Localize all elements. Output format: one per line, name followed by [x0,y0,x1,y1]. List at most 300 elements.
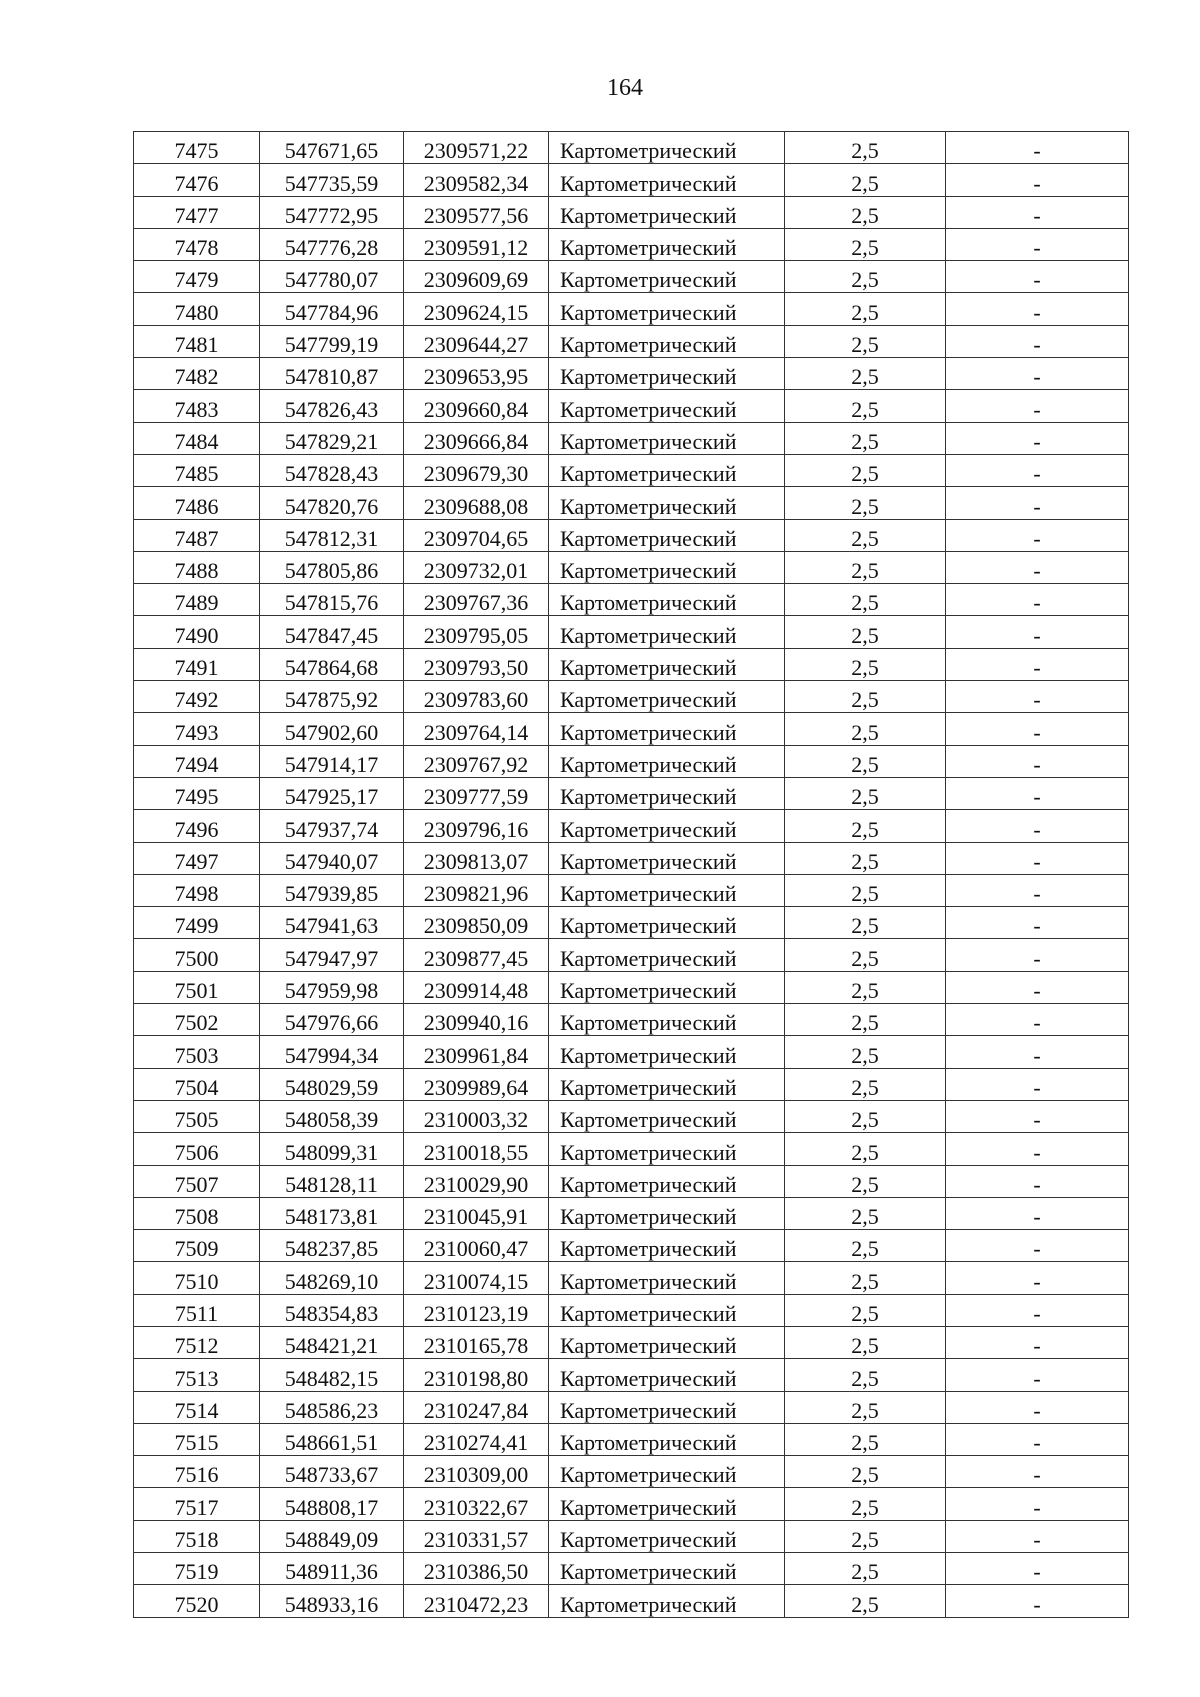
y-coordinate-cell: 2309582,34 [404,164,549,196]
table-row [134,616,1129,648]
accuracy-cell: 2,5 [785,648,946,680]
table-row [134,1294,1129,1326]
point-number-cell: 7492 [134,681,260,713]
accuracy-cell: 2,5 [785,1488,946,1520]
description-cell: - [946,1520,1129,1552]
accuracy-cell: 2,5 [785,939,946,971]
accuracy-cell: 2,5 [785,325,946,357]
description-cell: - [946,810,1129,842]
description-cell: - [946,1553,1129,1585]
table-row [134,584,1129,616]
accuracy-cell: 2,5 [785,777,946,809]
accuracy-cell: 2,5 [785,874,946,906]
y-coordinate-cell: 2309783,60 [404,681,549,713]
description-cell: - [946,1197,1129,1229]
point-number-cell: 7508 [134,1197,260,1229]
accuracy-cell: 2,5 [785,454,946,486]
description-cell: - [946,1036,1129,1068]
accuracy-cell: 2,5 [785,1520,946,1552]
description-cell: - [946,842,1129,874]
method-cell: Картометрический [549,519,785,551]
point-number-cell: 7512 [134,1326,260,1358]
accuracy-cell: 2,5 [785,1553,946,1585]
description-cell: - [946,390,1129,422]
method-cell: Картометрический [549,1004,785,1036]
point-number-cell: 7500 [134,939,260,971]
point-number-cell: 7519 [134,1553,260,1585]
table-row [134,1326,1129,1358]
y-coordinate-cell: 2309989,64 [404,1068,549,1100]
x-coordinate-cell: 548661,51 [260,1423,404,1455]
y-coordinate-cell: 2309609,69 [404,261,549,293]
x-coordinate-cell: 548269,10 [260,1262,404,1294]
point-number-cell: 7510 [134,1262,260,1294]
method-cell: Картометрический [549,228,785,260]
method-cell: Картометрический [549,616,785,648]
y-coordinate-cell: 2310322,67 [404,1488,549,1520]
description-cell: - [946,939,1129,971]
table-row [134,487,1129,519]
x-coordinate-cell: 547847,45 [260,616,404,648]
method-cell: Картометрический [549,810,785,842]
description-cell: - [946,454,1129,486]
method-cell: Картометрический [549,745,785,777]
table-row [134,1553,1129,1585]
method-cell: Картометрический [549,1585,785,1617]
accuracy-cell: 2,5 [785,616,946,648]
method-cell: Картометрический [549,1359,785,1391]
method-cell: Картометрический [549,293,785,325]
description-cell: - [946,1068,1129,1100]
x-coordinate-cell: 547799,19 [260,325,404,357]
table-row [134,1456,1129,1488]
point-number-cell: 7488 [134,551,260,583]
table-row [134,1004,1129,1036]
x-coordinate-cell: 547735,59 [260,164,404,196]
coordinates-table [133,131,1129,1618]
method-cell: Картометрический [549,325,785,357]
y-coordinate-cell: 2309793,50 [404,648,549,680]
accuracy-cell: 2,5 [785,1456,946,1488]
point-number-cell: 7493 [134,713,260,745]
point-number-cell: 7476 [134,164,260,196]
x-coordinate-cell: 547828,43 [260,454,404,486]
y-coordinate-cell: 2309850,09 [404,907,549,939]
y-coordinate-cell: 2309795,05 [404,616,549,648]
method-cell: Картометрический [549,1262,785,1294]
point-number-cell: 7517 [134,1488,260,1520]
table-row [134,422,1129,454]
description-cell: - [946,1133,1129,1165]
x-coordinate-cell: 547941,63 [260,907,404,939]
table-row [134,196,1129,228]
description-cell: - [946,228,1129,260]
x-coordinate-cell: 547780,07 [260,261,404,293]
description-cell: - [946,261,1129,293]
x-coordinate-cell: 548586,23 [260,1391,404,1423]
method-cell: Картометрический [549,1553,785,1585]
point-number-cell: 7516 [134,1456,260,1488]
y-coordinate-cell: 2310274,41 [404,1423,549,1455]
point-number-cell: 7494 [134,745,260,777]
y-coordinate-cell: 2309660,84 [404,390,549,422]
table-row [134,1488,1129,1520]
method-cell: Картометрический [549,358,785,390]
point-number-cell: 7498 [134,874,260,906]
description-cell: - [946,196,1129,228]
point-number-cell: 7499 [134,907,260,939]
method-cell: Картометрический [549,1456,785,1488]
accuracy-cell: 2,5 [785,132,946,164]
x-coordinate-cell: 548849,09 [260,1520,404,1552]
accuracy-cell: 2,5 [785,358,946,390]
point-number-cell: 7479 [134,261,260,293]
point-number-cell: 7514 [134,1391,260,1423]
x-coordinate-cell: 547805,86 [260,551,404,583]
description-cell: - [946,1359,1129,1391]
accuracy-cell: 2,5 [785,971,946,1003]
x-coordinate-cell: 547940,07 [260,842,404,874]
y-coordinate-cell: 2309624,15 [404,293,549,325]
point-number-cell: 7511 [134,1294,260,1326]
y-coordinate-cell: 2309577,56 [404,196,549,228]
table-row [134,551,1129,583]
method-cell: Картометрический [549,1294,785,1326]
table-row [134,261,1129,293]
y-coordinate-cell: 2309767,92 [404,745,549,777]
y-coordinate-cell: 2309688,08 [404,487,549,519]
x-coordinate-cell: 548128,11 [260,1165,404,1197]
method-cell: Картометрический [549,1100,785,1132]
method-cell: Картометрический [549,1488,785,1520]
x-coordinate-cell: 547772,95 [260,196,404,228]
point-number-cell: 7497 [134,842,260,874]
point-number-cell: 7477 [134,196,260,228]
x-coordinate-cell: 547937,74 [260,810,404,842]
y-coordinate-cell: 2309914,48 [404,971,549,1003]
table-row [134,164,1129,196]
accuracy-cell: 2,5 [785,1100,946,1132]
table-row [134,842,1129,874]
method-cell: Картометрический [549,1068,785,1100]
point-number-cell: 7509 [134,1230,260,1262]
x-coordinate-cell: 548099,31 [260,1133,404,1165]
accuracy-cell: 2,5 [785,164,946,196]
x-coordinate-cell: 548933,16 [260,1585,404,1617]
page-number: 164 [607,75,643,101]
description-cell: - [946,422,1129,454]
point-number-cell: 7483 [134,390,260,422]
method-cell: Картометрический [549,777,785,809]
point-number-cell: 7505 [134,1100,260,1132]
point-number-cell: 7496 [134,810,260,842]
description-cell: - [946,648,1129,680]
point-number-cell: 7506 [134,1133,260,1165]
x-coordinate-cell: 548482,15 [260,1359,404,1391]
x-coordinate-cell: 547959,98 [260,971,404,1003]
y-coordinate-cell: 2309666,84 [404,422,549,454]
y-coordinate-cell: 2310309,00 [404,1456,549,1488]
description-cell: - [946,681,1129,713]
table-row [134,132,1129,164]
y-coordinate-cell: 2310331,57 [404,1520,549,1552]
method-cell: Картометрический [549,454,785,486]
x-coordinate-cell: 547914,17 [260,745,404,777]
accuracy-cell: 2,5 [785,293,946,325]
table-row [134,777,1129,809]
accuracy-cell: 2,5 [785,1068,946,1100]
y-coordinate-cell: 2310029,90 [404,1165,549,1197]
table-row [134,1230,1129,1262]
description-cell: - [946,1294,1129,1326]
x-coordinate-cell: 547947,97 [260,939,404,971]
accuracy-cell: 2,5 [785,681,946,713]
accuracy-cell: 2,5 [785,745,946,777]
table-row [134,519,1129,551]
table-row [134,745,1129,777]
table-row [134,1585,1129,1617]
table-row [134,1262,1129,1294]
point-number-cell: 7490 [134,616,260,648]
x-coordinate-cell: 548354,83 [260,1294,404,1326]
point-number-cell: 7489 [134,584,260,616]
y-coordinate-cell: 2309767,36 [404,584,549,616]
y-coordinate-cell: 2310045,91 [404,1197,549,1229]
description-cell: - [946,584,1129,616]
y-coordinate-cell: 2309877,45 [404,939,549,971]
point-number-cell: 7495 [134,777,260,809]
point-number-cell: 7502 [134,1004,260,1036]
y-coordinate-cell: 2310386,50 [404,1553,549,1585]
method-cell: Картометрический [549,422,785,454]
table-row [134,713,1129,745]
point-number-cell: 7513 [134,1359,260,1391]
x-coordinate-cell: 547925,17 [260,777,404,809]
method-cell: Картометрический [549,584,785,616]
point-number-cell: 7501 [134,971,260,1003]
description-cell: - [946,293,1129,325]
method-cell: Картометрический [549,1520,785,1552]
point-number-cell: 7480 [134,293,260,325]
point-number-cell: 7478 [134,228,260,260]
y-coordinate-cell: 2309571,22 [404,132,549,164]
description-cell: - [946,971,1129,1003]
y-coordinate-cell: 2309732,01 [404,551,549,583]
x-coordinate-cell: 548421,21 [260,1326,404,1358]
accuracy-cell: 2,5 [785,842,946,874]
description-cell: - [946,1326,1129,1358]
accuracy-cell: 2,5 [785,713,946,745]
accuracy-cell: 2,5 [785,422,946,454]
y-coordinate-cell: 2310198,80 [404,1359,549,1391]
table-row [134,390,1129,422]
accuracy-cell: 2,5 [785,1359,946,1391]
method-cell: Картометрический [549,939,785,971]
table-row [134,681,1129,713]
method-cell: Картометрический [549,132,785,164]
point-number-cell: 7504 [134,1068,260,1100]
accuracy-cell: 2,5 [785,1230,946,1262]
method-cell: Картометрический [549,164,785,196]
x-coordinate-cell: 547776,28 [260,228,404,260]
x-coordinate-cell: 547902,60 [260,713,404,745]
accuracy-cell: 2,5 [785,1165,946,1197]
description-cell: - [946,907,1129,939]
accuracy-cell: 2,5 [785,1133,946,1165]
table-row [134,325,1129,357]
table-row [134,1520,1129,1552]
x-coordinate-cell: 547829,21 [260,422,404,454]
table-row [134,293,1129,325]
description-cell: - [946,1262,1129,1294]
accuracy-cell: 2,5 [785,1585,946,1617]
accuracy-cell: 2,5 [785,1004,946,1036]
y-coordinate-cell: 2309679,30 [404,454,549,486]
accuracy-cell: 2,5 [785,196,946,228]
description-cell: - [946,713,1129,745]
y-coordinate-cell: 2310060,47 [404,1230,549,1262]
point-number-cell: 7485 [134,454,260,486]
method-cell: Картометрический [549,196,785,228]
point-number-cell: 7484 [134,422,260,454]
accuracy-cell: 2,5 [785,261,946,293]
x-coordinate-cell: 547815,76 [260,584,404,616]
x-coordinate-cell: 548058,39 [260,1100,404,1132]
x-coordinate-cell: 548173,81 [260,1197,404,1229]
accuracy-cell: 2,5 [785,1036,946,1068]
y-coordinate-cell: 2310472,23 [404,1585,549,1617]
description-cell: - [946,551,1129,583]
method-cell: Картометрический [549,1133,785,1165]
description-cell: - [946,1230,1129,1262]
description-cell: - [946,164,1129,196]
y-coordinate-cell: 2309940,16 [404,1004,549,1036]
x-coordinate-cell: 547864,68 [260,648,404,680]
table-row [134,1423,1129,1455]
description-cell: - [946,1488,1129,1520]
accuracy-cell: 2,5 [785,1391,946,1423]
y-coordinate-cell: 2309821,96 [404,874,549,906]
table-row [134,1197,1129,1229]
x-coordinate-cell: 547820,76 [260,487,404,519]
accuracy-cell: 2,5 [785,1294,946,1326]
description-cell: - [946,325,1129,357]
point-number-cell: 7486 [134,487,260,519]
method-cell: Картометрический [549,261,785,293]
method-cell: Картометрический [549,648,785,680]
method-cell: Картометрический [549,1036,785,1068]
description-cell: - [946,745,1129,777]
x-coordinate-cell: 547784,96 [260,293,404,325]
y-coordinate-cell: 2310123,19 [404,1294,549,1326]
accuracy-cell: 2,5 [785,810,946,842]
y-coordinate-cell: 2309961,84 [404,1036,549,1068]
description-cell: - [946,1165,1129,1197]
table-row [134,971,1129,1003]
x-coordinate-cell: 547994,34 [260,1036,404,1068]
x-coordinate-cell: 548808,17 [260,1488,404,1520]
x-coordinate-cell: 547812,31 [260,519,404,551]
point-number-cell: 7487 [134,519,260,551]
y-coordinate-cell: 2310018,55 [404,1133,549,1165]
description-cell: - [946,874,1129,906]
table-row [134,1165,1129,1197]
method-cell: Картометрический [549,713,785,745]
table-row [134,810,1129,842]
table-row [134,648,1129,680]
table-row [134,939,1129,971]
point-number-cell: 7475 [134,132,260,164]
x-coordinate-cell: 547810,87 [260,358,404,390]
y-coordinate-cell: 2310247,84 [404,1391,549,1423]
description-cell: - [946,777,1129,809]
y-coordinate-cell: 2309653,95 [404,358,549,390]
description-cell: - [946,132,1129,164]
y-coordinate-cell: 2309813,07 [404,842,549,874]
table-row [134,1359,1129,1391]
description-cell: - [946,487,1129,519]
table-row [134,1391,1129,1423]
description-cell: - [946,1004,1129,1036]
point-number-cell: 7482 [134,358,260,390]
accuracy-cell: 2,5 [785,519,946,551]
accuracy-cell: 2,5 [785,1326,946,1358]
x-coordinate-cell: 548029,59 [260,1068,404,1100]
table-row [134,907,1129,939]
description-cell: - [946,358,1129,390]
table-row [134,1133,1129,1165]
method-cell: Картометрический [549,874,785,906]
method-cell: Картометрический [549,1326,785,1358]
method-cell: Картометрический [549,1197,785,1229]
method-cell: Картометрический [549,1230,785,1262]
y-coordinate-cell: 2309704,65 [404,519,549,551]
method-cell: Картометрический [549,907,785,939]
accuracy-cell: 2,5 [785,1423,946,1455]
table-row [134,874,1129,906]
method-cell: Картометрический [549,971,785,1003]
table-row [134,228,1129,260]
y-coordinate-cell: 2309764,14 [404,713,549,745]
coordinates-table-body [134,132,1129,1618]
table-row [134,1036,1129,1068]
x-coordinate-cell: 547671,65 [260,132,404,164]
method-cell: Картометрический [549,487,785,519]
accuracy-cell: 2,5 [785,1197,946,1229]
method-cell: Картометрический [549,1423,785,1455]
description-cell: - [946,1391,1129,1423]
y-coordinate-cell: 2309591,12 [404,228,549,260]
y-coordinate-cell: 2310074,15 [404,1262,549,1294]
method-cell: Картометрический [549,390,785,422]
method-cell: Картометрический [549,681,785,713]
accuracy-cell: 2,5 [785,584,946,616]
description-cell: - [946,1585,1129,1617]
description-cell: - [946,1100,1129,1132]
point-number-cell: 7507 [134,1165,260,1197]
x-coordinate-cell: 547976,66 [260,1004,404,1036]
description-cell: - [946,1423,1129,1455]
x-coordinate-cell: 548733,67 [260,1456,404,1488]
table-row [134,358,1129,390]
description-cell: - [946,519,1129,551]
accuracy-cell: 2,5 [785,1262,946,1294]
point-number-cell: 7491 [134,648,260,680]
description-cell: - [946,616,1129,648]
point-number-cell: 7518 [134,1520,260,1552]
accuracy-cell: 2,5 [785,551,946,583]
y-coordinate-cell: 2310003,32 [404,1100,549,1132]
